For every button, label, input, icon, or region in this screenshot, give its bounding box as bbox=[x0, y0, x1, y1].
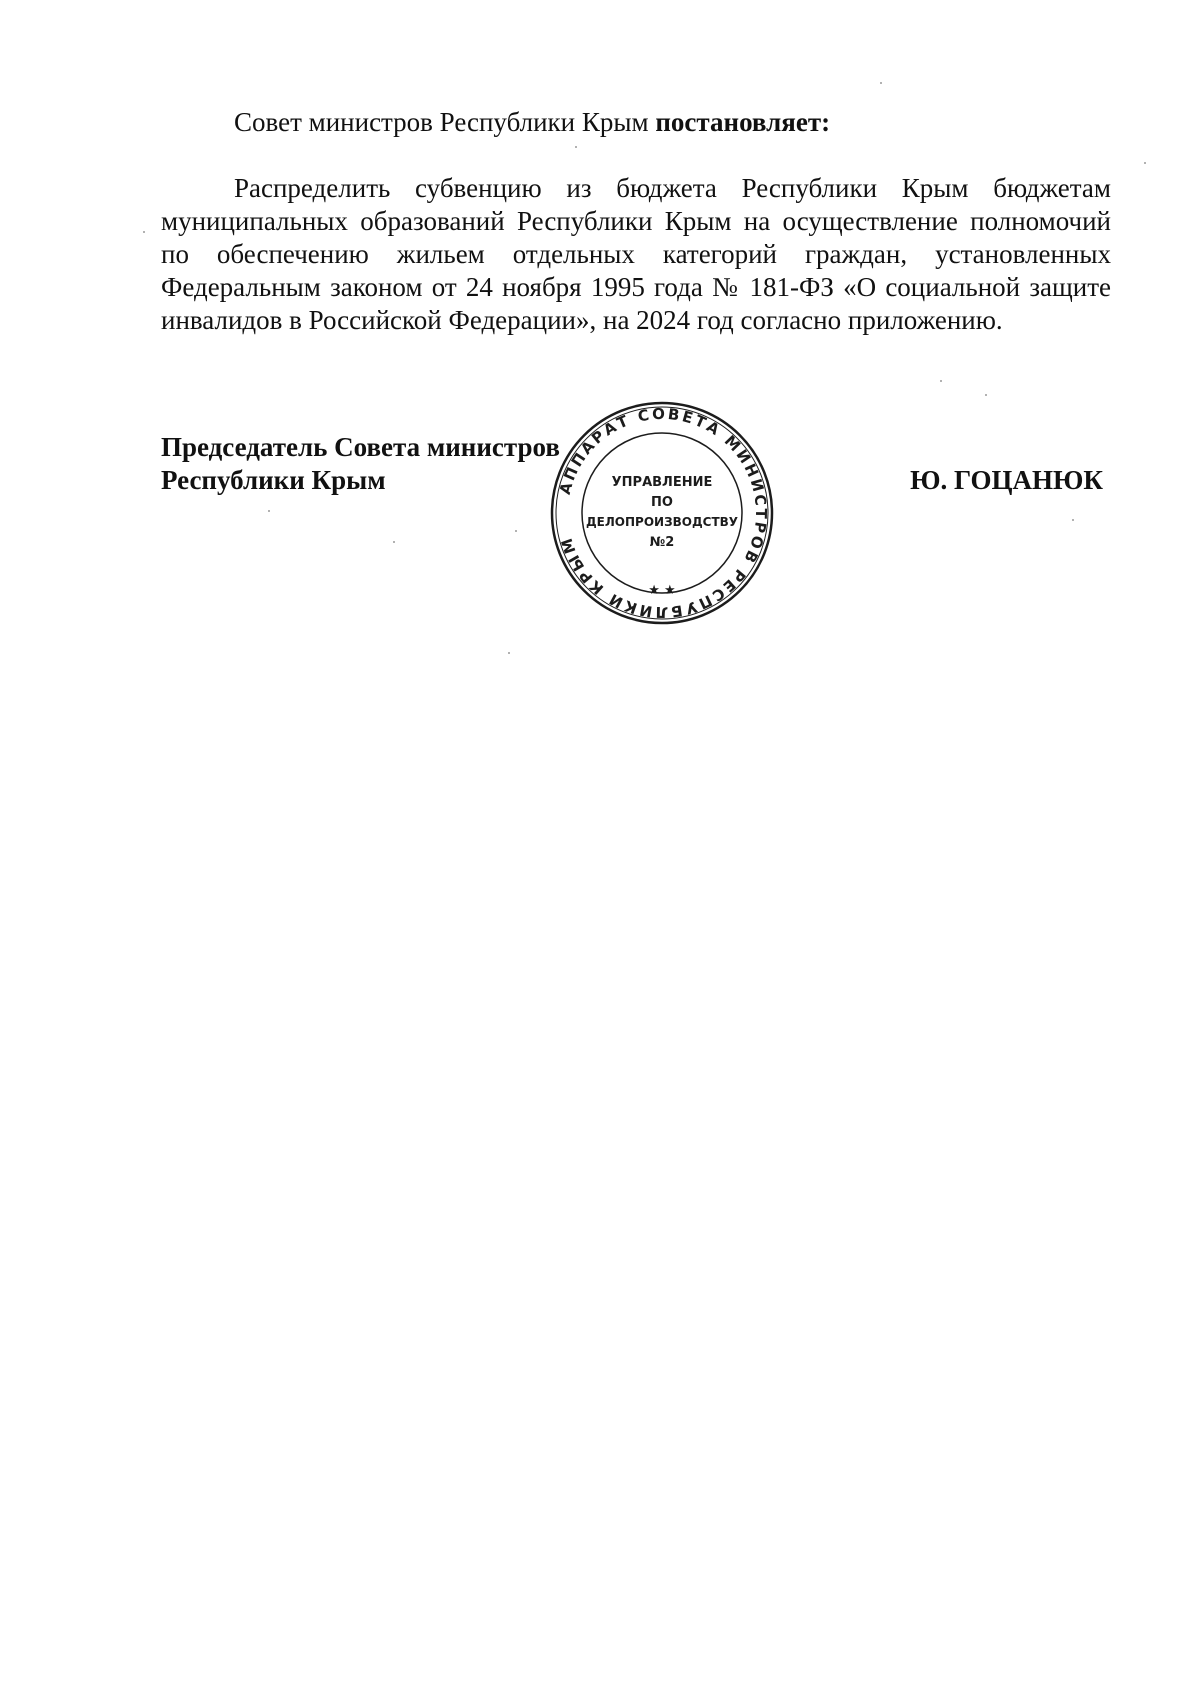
official-stamp bbox=[547, 398, 777, 628]
preamble-text: Совет министров Республики Крым bbox=[234, 107, 656, 137]
scan-speck bbox=[575, 146, 577, 148]
scan-speck bbox=[940, 380, 942, 382]
scan-speck bbox=[1144, 162, 1146, 164]
signatory-title-line-1: Председатель Совета министров bbox=[161, 432, 560, 462]
preamble-paragraph bbox=[161, 106, 1111, 139]
scan-speck bbox=[880, 82, 882, 84]
preamble-verb: постановляет: bbox=[655, 107, 831, 137]
scan-speck bbox=[268, 510, 270, 512]
signatory-title-line-2: Республики Крым bbox=[161, 465, 386, 495]
stamp-center-line-4: №2 bbox=[649, 535, 675, 550]
stamp-ring-text: АППАРАТ СОВЕТА МИНИСТРОВ РЕСПУБЛИКИ КРЫМ bbox=[555, 404, 771, 622]
stamp-center-line-1: УПРАВЛЕНИЕ bbox=[611, 475, 713, 490]
scan-speck bbox=[508, 652, 510, 654]
stamp-center-line-2: ПО bbox=[651, 495, 673, 510]
scan-speck bbox=[393, 541, 395, 543]
scan-speck bbox=[1072, 519, 1074, 521]
scan-speck bbox=[985, 394, 987, 396]
scan-speck bbox=[143, 231, 145, 233]
signer-name: Ю. ГОЦАНЮК bbox=[910, 465, 1103, 495]
signatory-title bbox=[161, 431, 560, 497]
resolution-paragraph: Распределить субвенцию из бюджета Республики Крым бюджетам муниципальных образований Республики Крым на осуществление полномочий по обеспечению жильем отдельных категорий граждан, установленных Федеральным законом от 24 ноября 1995 года № 181-ФЗ «О социальной защите инвалидов в Российской Федерации», на 2024 год согласно приложению. bbox=[161, 173, 1111, 335]
stamp-stars: ★ ★ bbox=[648, 583, 676, 598]
scan-speck bbox=[515, 530, 517, 532]
stamp-center-line-3: ДЕЛОПРОИЗВОДСТВУ bbox=[585, 515, 739, 529]
